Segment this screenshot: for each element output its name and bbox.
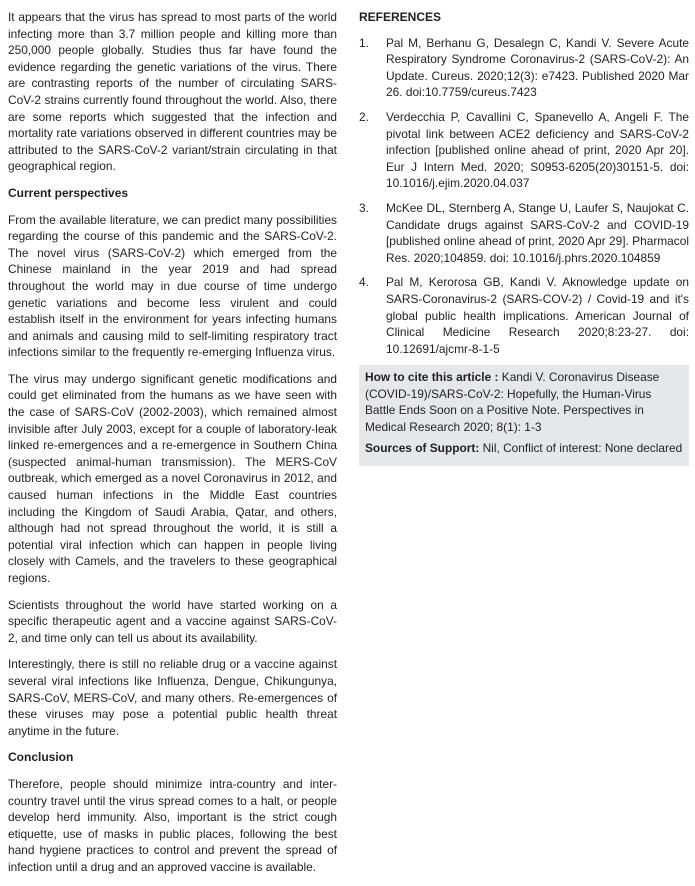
reference-item (359, 35, 689, 101)
citation-text: Kandi V. Coronavirus Disease (COVID-19)/SARS-CoV-2: Hopefully, the Human-Virus Battle Ends Soon on a Positive Note. Perspectives in Medical Research 2020; 8(1): 1-3 (365, 370, 660, 435)
references-heading: REFERENCES (359, 10, 442, 24)
reference-text: Verdecchia P, Cavallini C, Spanevello A, Angeli F. The pivotal link between ACE2 deficiency and SARS-CoV-2 infection [published online ahead of print, 2020 Apr 20]. Eur J Intern Med. 2020; S0953-6205(20)30151-5. doi: 10.1016/j.ejim.2020.04.037 (386, 109, 689, 191)
body-paragraph: Interestingly, there is still no reliable drug or a vaccine against several viral infections like Influenza, Dengue, Chikungunya, SARS-CoV, MERS-CoV, and many others. Re-emergences of these viruses may pose a potential public health threat anytime in the future. (8, 657, 337, 738)
reference-item (359, 109, 689, 192)
reference-number: 2. (359, 109, 369, 124)
right-column (359, 9, 689, 466)
reference-number: 3. (359, 200, 369, 215)
support-paragraph (365, 440, 683, 457)
reference-number: 4. (359, 275, 369, 290)
citation-box (359, 365, 689, 466)
reference-item (359, 274, 689, 357)
left-column (8, 9, 337, 886)
reference-text: Pal M, Kerorosa GB, Kandi V. Aknowledge update on SARS-Coronavirus-2 (SARS-COV-2) / Covid-19 and it's global public health implications. American Journal of Clinical Medicine Research 2020;8:23-27. doi: 10.12691/ajcmr-8-1-5 (386, 275, 689, 356)
section-heading-conclusion: Conclusion (8, 750, 74, 765)
section-heading-current-perspectives: Current perspectives (8, 185, 129, 200)
reference-text: Pal M, Berhanu G, Desalegn C, Kandi V. Severe Acute Respiratory Syndrome Coronavirus-2 (SARS-CoV-2): An Update. Cureus. 2020;12(3): e7423. Published 2020 Mar 26. doi:10.7759/cureus.7423 (386, 35, 689, 100)
support-label: Sources of Support: (365, 440, 483, 455)
reference-item (359, 200, 689, 266)
body-paragraph: The virus may undergo significant genetic modifications and could get eliminated from the humans as we have seen with the case of SARS-CoV (2002-2003), which remained almost invisible after July 2003, except for a couple of laboratory-leak linked re-emergences and a re-emergence in Southern China (suspected animal-human transmission). The MERS-CoV outbreak, which emerged as a novel Coronavirus in 2012, and caused human infections in the Middle East countries including the Kingdom of Saudi Arabia, Qatar, and others, although had not spread throughout the world, it is still a potential viral infection which can happen in people living closely with Camels, and the travelers to these geographical regions. (8, 371, 337, 585)
body-paragraph: Scientists throughout the world have started working on a specific therapeutic agent and a vaccine against SARS-CoV-2, and time only can tell us about its availability. (8, 597, 337, 645)
references-list (359, 35, 689, 358)
citation-paragraph (365, 369, 683, 435)
support-text: Nil, Conflict of interest: None declared (482, 440, 683, 455)
body-paragraph: From the available literature, we can predict many possibilities regarding the course of this pandemic and the SARS-CoV-2. The novel virus (SARS-CoV-2) which emerged from the Chinese mainland in the year 2019 and had spread throughout the world may in due course of time undergo genetic variations and become less virulent and could establish itself in the environment for years infecting humans and animals and causing mild to self-limiting respiratory tract infections similar to the frequently re-emerging Influenza virus. (8, 212, 337, 360)
citation-label: How to cite this article : (365, 370, 502, 385)
reference-text: McKee DL, Sternberg A, Stange U, Laufer S, Naujokat C. Candidate drugs against SARS-CoV-2 and COVID-19 [published online ahead of print, 2020 Apr 29]. Pharmacol Res. 2020;104859. doi: 10.1016/j.phrs.2020.104859 (386, 200, 689, 265)
body-paragraph: Therefore, people should minimize intra-country and inter-country travel until the virus spread comes to a halt, or people develop herd immunity. Also, important is the strict cough etiquette, use of masks in public places, following the best hand hygiene practices to control and prevent the spread of infection until a drug and an approved vaccine is available. (8, 776, 337, 874)
reference-number: 1. (359, 35, 369, 50)
body-paragraph: It appears that the virus has spread to most parts of the world infecting more than 3.7 million people and killing more than 250,000 people globally. Studies thus far have found the evidence regarding the genetic variations of the virus. There are contrasting reports of the number of circulating SARS-CoV-2 strains currently found throughout the world. Also, there are some reports which suggested that the infection and mortality rate variations observed in different countries may be attributed to the SARS-CoV-2 variant/strain circulating in that geographical region. (8, 10, 337, 174)
